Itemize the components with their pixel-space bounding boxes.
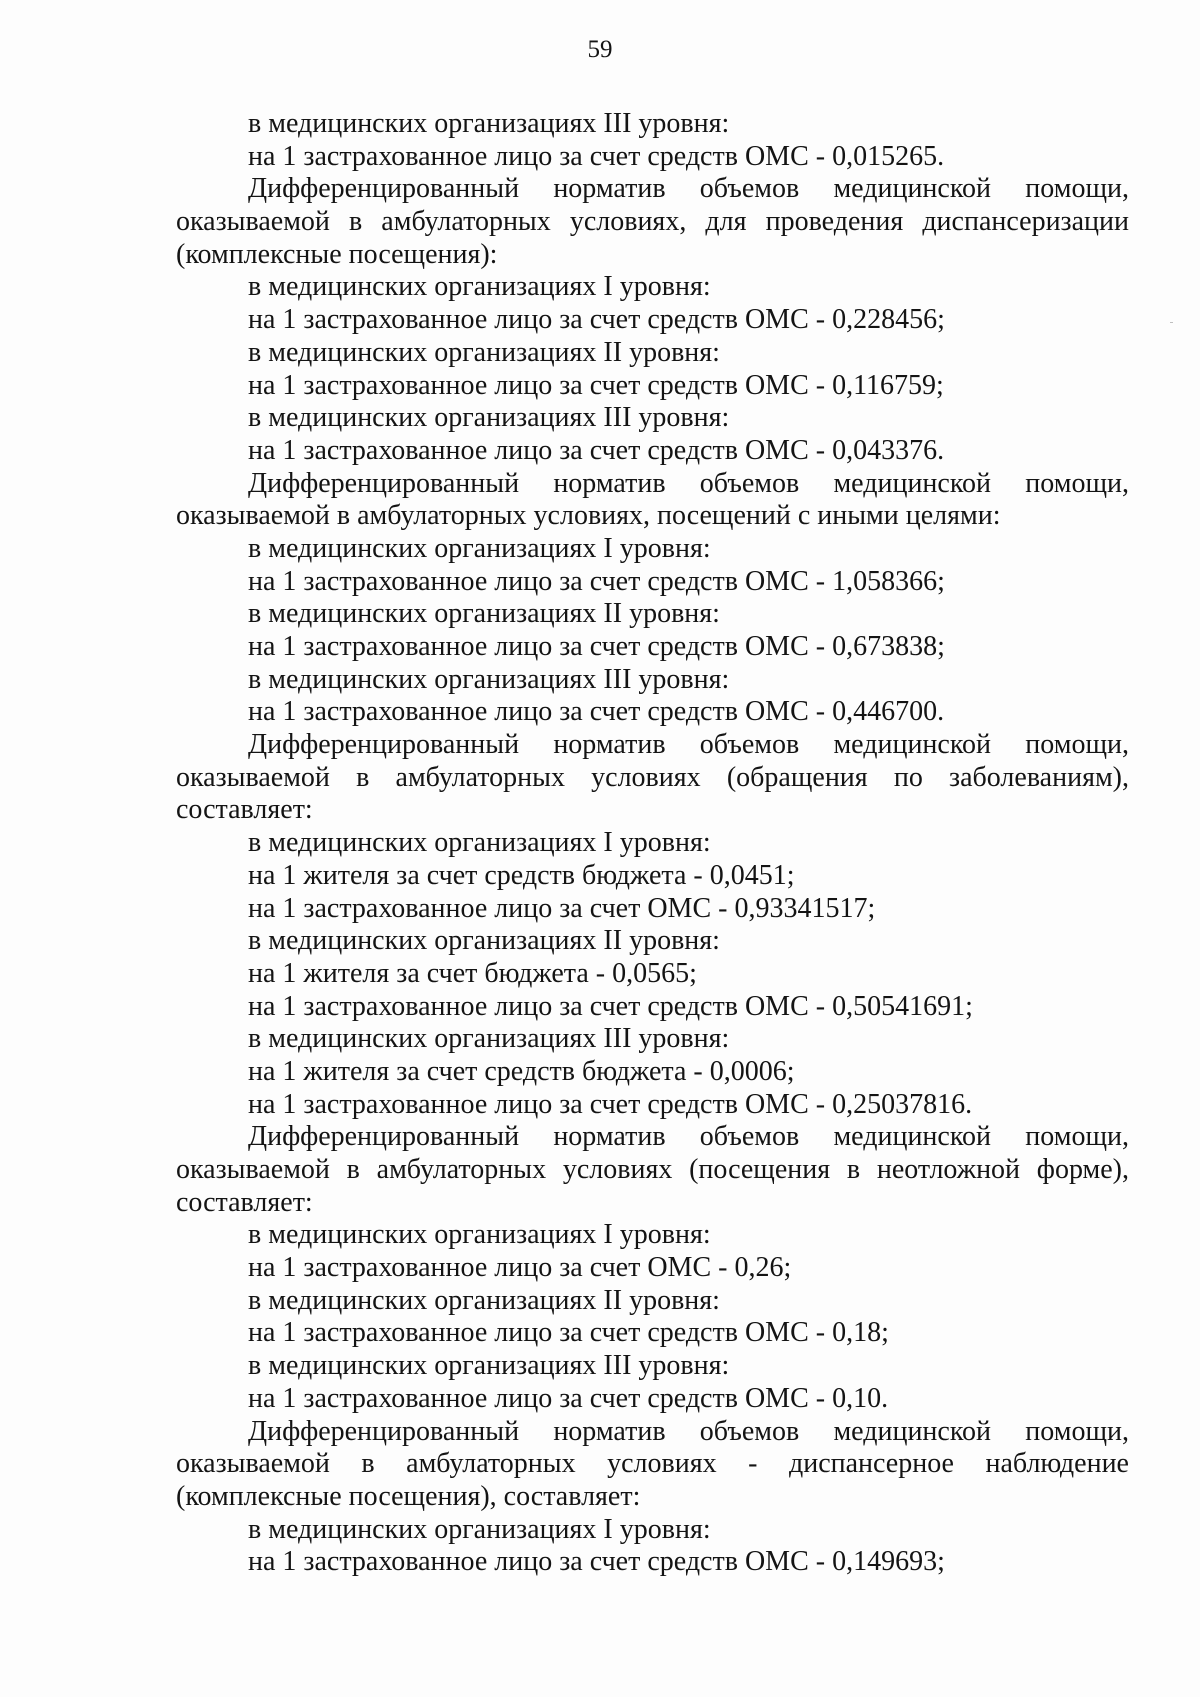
text-line: (комплексные посещения), составляет: (176, 1480, 641, 1512)
text-line: на 1 застрахованное лицо за счет средств ОМС - 0,228456; (248, 304, 945, 336)
document-body (176, 108, 1129, 1579)
text-line: на 1 застрахованное лицо за счет средств ОМС - 0,043376. (248, 434, 945, 466)
text-line: в медицинских организациях II уровня: (248, 336, 720, 368)
text-line: составляет: (176, 1186, 313, 1218)
text-line: на 1 застрахованное лицо за счет средств ОМС - 0,18; (248, 1317, 889, 1349)
text-line: в медицинских организациях I уровня: (248, 827, 711, 859)
text-line: Дифференцированный норматив объемов медицинской помощи, (248, 1415, 1129, 1447)
text-line: в медицинских организациях III уровня: (248, 1023, 730, 1055)
text-line: на 1 жителя за счет средств бюджета - 0,0451; (248, 859, 795, 891)
text-line: Дифференцированный норматив объемов медицинской помощи, (248, 173, 1129, 205)
text-line: оказываемой в амбулаторных условиях, для проведения диспансеризации (176, 206, 1129, 238)
text-line: на 1 застрахованное лицо за счет средств ОМС - 0,25037816. (248, 1088, 973, 1120)
text-line: оказываемой в амбулаторных условиях - диспансерное наблюдение (176, 1448, 1129, 1480)
text-line: в медицинских организациях III уровня: (248, 108, 730, 139)
page-number: 59 (587, 36, 613, 63)
text-line: в медицинских организациях II уровня: (248, 598, 720, 630)
text-line: в медицинских организациях II уровня: (248, 1284, 720, 1316)
text-line: в медицинских организациях I уровня: (248, 532, 711, 564)
text-line: Дифференцированный норматив объемов медицинской помощи, (248, 729, 1129, 761)
text-line: составляет: (176, 794, 313, 826)
text-line: на 1 застрахованное лицо за счет средств ОМС - 0,446700. (248, 696, 945, 728)
text-line: на 1 застрахованное лицо за счет средств ОМС - 0,149693; (248, 1546, 945, 1578)
scan-speck (1170, 322, 1173, 323)
text-line: в медицинских организациях III уровня: (248, 663, 730, 695)
text-line: на 1 застрахованное лицо за счет средств ОМС - 0,50541691; (248, 990, 973, 1022)
text-line: Дифференцированный норматив объемов медицинской помощи, (248, 1121, 1129, 1153)
text-line: на 1 застрахованное лицо за счет средств ОМС - 0,10. (248, 1382, 889, 1414)
text-line: на 1 застрахованное лицо за счет ОМС - 0,26; (248, 1252, 792, 1284)
text-line: в медицинских организациях I уровня: (248, 271, 711, 303)
text-line: оказываемой в амбулаторных условиях (посещения в неотложной форме), (176, 1154, 1129, 1185)
text-line: оказываемой в амбулаторных условиях, посещений с иными целями: (176, 500, 1001, 532)
text-line: на 1 застрахованное лицо за счет средств ОМС - 0,673838; (248, 631, 945, 662)
text-line: в медицинских организациях I уровня: (248, 1513, 711, 1545)
text-line: Дифференцированный норматив объемов медицинской помощи, (248, 467, 1129, 499)
text-line: оказываемой в амбулаторных условиях (обращения по заболеваниям), (176, 761, 1129, 793)
text-line: в медицинских организациях III уровня: (248, 1350, 730, 1382)
text-line: в медицинских организациях II уровня: (248, 925, 720, 957)
text-line: на 1 застрахованное лицо за счет ОМС - 0,93341517; (248, 892, 876, 924)
text-line: на 1 застрахованное лицо за счет средств ОМС - 1,058366; (248, 565, 945, 597)
text-line: в медицинских организациях III уровня: (248, 402, 730, 434)
text-line: на 1 жителя за счет средств бюджета - 0,0006; (248, 1055, 795, 1087)
text-line: на 1 застрахованное лицо за счет средств ОМС - 0,015265. (248, 140, 945, 172)
text-line: в медицинских организациях I уровня: (248, 1219, 711, 1251)
text-line: на 1 застрахованное лицо за счет средств ОМС - 0,116759; (248, 369, 944, 401)
text-line: на 1 жителя за счет бюджета - 0,0565; (248, 957, 697, 989)
text-line: (комплексные посещения): (176, 238, 498, 270)
